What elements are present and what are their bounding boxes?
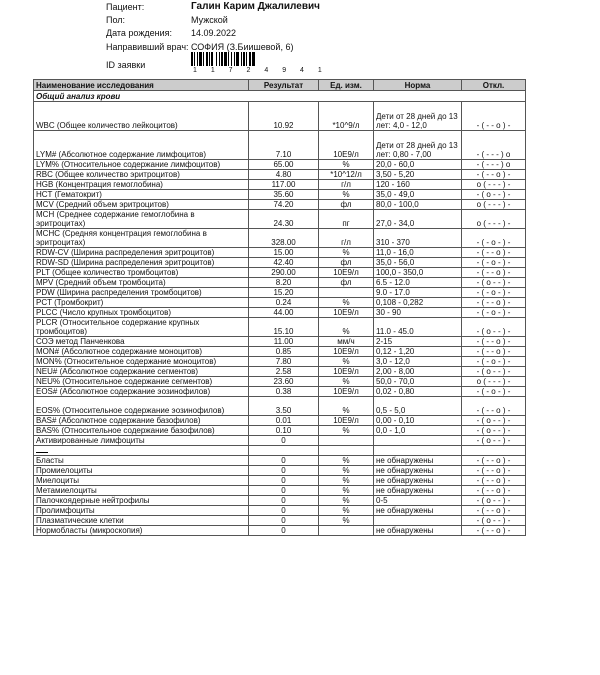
results-table [33,79,526,536]
table-row [34,200,526,210]
cell-norm: 0,02 - 0,80 [374,387,462,397]
cell-deviation: - ( о - - ) - [462,496,526,506]
table-row [34,377,526,387]
cell-test-name: PLCR (Относительное содержание крупных тромбоцитов) [34,318,249,337]
cell-test-name: PDW (Ширина распределения тромбоцитов) [34,288,249,298]
cell-deviation: - ( - о - ) - [462,288,526,298]
cell-unit: г/л [319,180,374,190]
cell-deviation: - ( - - о ) - [462,102,526,131]
col-header-norm: Норма [374,80,462,91]
cell-norm [374,436,462,446]
table-row [34,170,526,180]
cell-result: 0 [249,496,319,506]
table-row [34,476,526,486]
cell-deviation: - ( - - о ) - [462,298,526,308]
cell-test-name: EOS# (Абсолютное содержание эозинофилов) [34,387,249,397]
table-row [34,278,526,288]
cell-norm: Дети от 28 дней до 13 лет: 0,80 - 7,00 [374,131,462,160]
patient-name: Галин Карим Джалилевич [191,1,320,12]
cell-result: 7.80 [249,357,319,367]
cell-unit: пг [319,210,374,229]
cell-unit: *10^12/л [319,170,374,180]
cell-unit: % [319,496,374,506]
cell-result: 0.38 [249,387,319,397]
cell-test-name: MCV (Средний объем эритроцитов) [34,200,249,210]
cell-result: 0.10 [249,426,319,436]
cell-test-name [34,446,249,456]
cell-test-name: PLT (Общее количество тромбоцитов) [34,268,249,278]
cell-result: 65.00 [249,160,319,170]
cell-unit: % [319,248,374,258]
table-row [34,268,526,278]
table-row [34,190,526,200]
table-row [34,436,526,446]
col-header-result: Результат [249,80,319,91]
cell-test-name: Пролимфоциты [34,506,249,516]
cell-norm: 0,12 - 1,20 [374,347,462,357]
cell-deviation: - ( - - о ) - [462,268,526,278]
cell-result: 0 [249,466,319,476]
cell-test-name: Палочкоядерные нейтрофилы [34,496,249,506]
cell-norm: 310 - 370 [374,229,462,248]
cell-norm: 3,50 - 5,20 [374,170,462,180]
cell-norm: 0-5 [374,496,462,506]
cell-result: 24.30 [249,210,319,229]
cell-unit: % [319,486,374,496]
table-row [34,347,526,357]
cell-norm: 120 - 160 [374,180,462,190]
cell-result: 0 [249,526,319,536]
cell-test-name: NEU% (Относительное содержание сегментов) [34,377,249,387]
table-row [34,298,526,308]
cell-norm: 11.0 - 45.0 [374,318,462,337]
table-row [34,258,526,268]
table-row [34,516,526,526]
cell-unit: % [319,506,374,516]
col-header-deviation: Откл. [462,80,526,91]
cell-norm: 35,0 - 56,0 [374,258,462,268]
cell-deviation: - ( - о - ) - [462,387,526,397]
cell-test-name: Нормобласты (микроскопия) [34,526,249,536]
cell-test-name: BAS# (Абсолютное содержание базофилов) [34,416,249,426]
cell-result: 117.00 [249,180,319,190]
table-row [34,367,526,377]
cell-test-name: RDW-SD (Ширина распределения эритроцитов) [34,258,249,268]
cell-unit [319,436,374,446]
patient-name-label: Пациент: [106,2,145,12]
cell-unit: % [319,298,374,308]
cell-result: 7.10 [249,131,319,160]
cell-norm: 30 - 90 [374,308,462,318]
cell-test-name: LYM% (Относительное содержание лимфоцитов) [34,160,249,170]
cell-norm: 6.5 - 12.0 [374,278,462,288]
table-row [34,416,526,426]
cell-deviation: - ( о - - ) - [462,367,526,377]
cell-result: 15.20 [249,288,319,298]
doctor-value: СОФИЯ (З.Биишевой, 6) [191,42,294,52]
cell-norm: не обнаружены [374,486,462,496]
cell-test-name: RBC (Общее количество эритроцитов) [34,170,249,180]
cell-test-name: HGB (Концентрация гемоглобина) [34,180,249,190]
cell-norm: 3,0 - 12,0 [374,357,462,367]
cell-norm: 11,0 - 16,0 [374,248,462,258]
sex-value: Мужской [191,15,228,25]
cell-test-name: Плазматические клетки [34,516,249,526]
cell-result: 0 [249,486,319,496]
table-row [34,102,526,131]
cell-unit [319,526,374,536]
cell-result: 74.20 [249,200,319,210]
cell-test-name: Метамиелоциты [34,486,249,496]
cell-unit: % [319,456,374,466]
cell-deviation: о ( - - - ) - [462,200,526,210]
cell-deviation: - ( - - о ) - [462,506,526,516]
cell-test-name: MON% (Относительное содержание моноцитов) [34,357,249,367]
cell-unit: фл [319,258,374,268]
table-row [34,210,526,229]
cell-norm: 2-15 [374,337,462,347]
cell-test-name: RDW-CV (Ширина распределения эритроцитов) [34,248,249,258]
cell-unit: 10E9/л [319,268,374,278]
col-header-name: Наименование исследования [34,80,249,91]
cell-result: 0 [249,506,319,516]
cell-result: 0 [249,436,319,446]
cell-unit [319,446,374,456]
cell-test-name: NEU# (Абсолютное содержание сегментов) [34,367,249,377]
cell-unit: % [319,397,374,416]
cell-deviation: - ( - - о ) - [462,347,526,357]
cell-test-name: Бласты [34,456,249,466]
cell-deviation: - ( о - - ) - [462,436,526,446]
table-row [34,357,526,367]
cell-test-name: BAS% (Относительное содержание базофилов) [34,426,249,436]
cell-norm: 9.0 - 17.0 [374,288,462,298]
cell-deviation: - ( - - о ) - [462,170,526,180]
cell-unit: 10E9/л [319,308,374,318]
sex-label: Пол: [106,15,126,25]
cell-unit: % [319,466,374,476]
cell-norm: 20,0 - 60,0 [374,160,462,170]
table-row [34,486,526,496]
table-row [34,466,526,476]
cell-deviation: - ( - - о ) - [462,466,526,476]
cell-deviation: - ( - о - ) - [462,357,526,367]
cell-norm: 35,0 - 49,0 [374,190,462,200]
cell-unit: 10E9/л [319,387,374,397]
table-row [34,456,526,466]
cell-unit: 10E9/л [319,367,374,377]
cell-norm [374,516,462,526]
table-row [34,160,526,170]
cell-result: 0.24 [249,298,319,308]
table-row [34,308,526,318]
cell-result: 2.58 [249,367,319,377]
table-row [34,318,526,337]
table-row [34,426,526,436]
table-row [34,288,526,298]
cell-test-name: Активированные лимфоциты [34,436,249,446]
cell-deviation: - ( - - - ) о [462,160,526,170]
cell-test-name: СОЭ метод Панченкова [34,337,249,347]
cell-deviation: о ( - - - ) - [462,180,526,190]
cell-test-name: MCHC (Средняя концентрация гемоглобина в эритроцитах) [34,229,249,248]
cell-norm: 0,00 - 0,10 [374,416,462,426]
cell-deviation: - ( - - - ) о [462,131,526,160]
cell-norm: 100,0 - 350,0 [374,268,462,278]
cell-norm: 27,0 - 34,0 [374,210,462,229]
order-id-number: 1 1 7 2 4 9 4 1 [193,67,328,74]
cell-deviation: - ( - - о ) - [462,456,526,466]
cell-norm: 0,0 - 1,0 [374,426,462,436]
cell-unit: мм/ч [319,337,374,347]
cell-result: 42.40 [249,258,319,268]
cell-result [249,446,319,456]
cell-deviation: - ( о - - ) - [462,416,526,426]
col-header-unit: Ед. изм. [319,80,374,91]
cell-result: 15.10 [249,318,319,337]
cell-deviation: - ( - - о ) - [462,476,526,486]
cell-deviation: - ( о - - ) - [462,516,526,526]
cell-test-name: MPV (Средний объем тромбоцита) [34,278,249,288]
table-row [34,387,526,397]
cell-deviation: - ( - о - ) - [462,308,526,318]
cell-result: 10.92 [249,102,319,131]
cell-test-name: HCT (Гематокрит) [34,190,249,200]
table-row [34,446,526,456]
cell-deviation: о ( - - - ) - [462,377,526,387]
section-title: Общий анализ крови [34,91,526,102]
cell-norm: 50,0 - 70,0 [374,377,462,387]
cell-result: 0.01 [249,416,319,426]
cell-deviation: о ( - - - ) - [462,210,526,229]
cell-result: 3.50 [249,397,319,416]
cell-deviation [462,446,526,456]
cell-test-name: EOS% (Относительное содержание эозинофилов) [34,397,249,416]
cell-unit: % [319,160,374,170]
cell-deviation: - ( - - о ) - [462,526,526,536]
table-row [34,229,526,248]
cell-result: 0 [249,476,319,486]
cell-norm: 0,5 - 5,0 [374,397,462,416]
order-id-label: ID заявки [106,60,146,70]
cell-unit: % [319,357,374,367]
cell-test-name: MON# (Абсолютное содержание моноцитов) [34,347,249,357]
cell-norm: не обнаружены [374,456,462,466]
cell-test-name: Промиелоциты [34,466,249,476]
cell-result: 44.00 [249,308,319,318]
cell-norm [374,446,462,456]
table-row [34,180,526,190]
cell-norm: не обнаружены [374,526,462,536]
cell-test-name: PCT (Тромбокрит) [34,298,249,308]
cell-deviation: - ( о - - ) - [462,318,526,337]
cell-unit: % [319,476,374,486]
cell-result: 8.20 [249,278,319,288]
cell-deviation: - ( о - - ) - [462,190,526,200]
cell-result: 11.00 [249,337,319,347]
cell-deviation: - ( - - о ) - [462,337,526,347]
cell-test-name: PLCC (Число крупных тромбоцитов) [34,308,249,318]
cell-norm: 80,0 - 100,0 [374,200,462,210]
cell-result: 0 [249,516,319,526]
cell-unit [319,288,374,298]
doctor-label: Направивший врач: [106,42,189,52]
table-row [34,131,526,160]
cell-deviation: - ( - о - ) - [462,258,526,268]
table-row [34,526,526,536]
cell-unit: фл [319,278,374,288]
cell-result: 23.60 [249,377,319,387]
cell-test-name: Миелоциты [34,476,249,486]
table-row [34,496,526,506]
cell-unit: 10E9/л [319,416,374,426]
cell-unit: *10^9/л [319,102,374,131]
cell-unit: % [319,516,374,526]
cell-norm: 0,108 - 0,282 [374,298,462,308]
dob-label: Дата рождения: [106,28,172,38]
cell-deviation: - ( - - о ) - [462,486,526,496]
cell-result: 4.80 [249,170,319,180]
cell-result: 328.00 [249,229,319,248]
cell-deviation: - ( о - - ) - [462,278,526,288]
cell-result: 15.00 [249,248,319,258]
cell-norm: Дети от 28 дней до 13 лет: 4,0 - 12,0 [374,102,462,131]
cell-deviation: - ( - - о ) - [462,397,526,416]
cell-norm: 2,00 - 8,00 [374,367,462,377]
cell-norm: не обнаружены [374,506,462,516]
cell-test-name: WBC (Общее количество лейкоцитов) [34,102,249,131]
cell-test-name: MCH (Среднее содержание гемоглобина в эритроцитах) [34,210,249,229]
cell-unit: г/л [319,229,374,248]
dob-value: 14.09.2022 [191,28,237,38]
table-row [34,248,526,258]
cell-deviation: - ( о - - ) - [462,426,526,436]
cell-unit: % [319,190,374,200]
cell-result: 0.85 [249,347,319,357]
cell-unit: 10E9/л [319,347,374,357]
cell-test-name: LYM# (Абсолютное содержание лимфоцитов) [34,131,249,160]
cell-result: 35.60 [249,190,319,200]
cell-deviation: - ( - - о ) - [462,248,526,258]
section-row [34,91,526,102]
cell-norm: не обнаружены [374,476,462,486]
cell-result: 0 [249,456,319,466]
cell-deviation: - ( - о - ) - [462,229,526,248]
cell-unit: 10E9/л [319,131,374,160]
barcode-icon [191,52,301,66]
cell-unit: % [319,426,374,436]
patient-header [0,0,600,78]
cell-norm: не обнаружены [374,466,462,476]
cell-unit: фл [319,200,374,210]
table-header-row [34,80,526,91]
cell-result: 290.00 [249,268,319,278]
cell-unit: % [319,318,374,337]
table-row [34,397,526,416]
separator-line [36,452,48,453]
table-row [34,337,526,347]
table-row [34,506,526,516]
cell-unit: % [319,377,374,387]
